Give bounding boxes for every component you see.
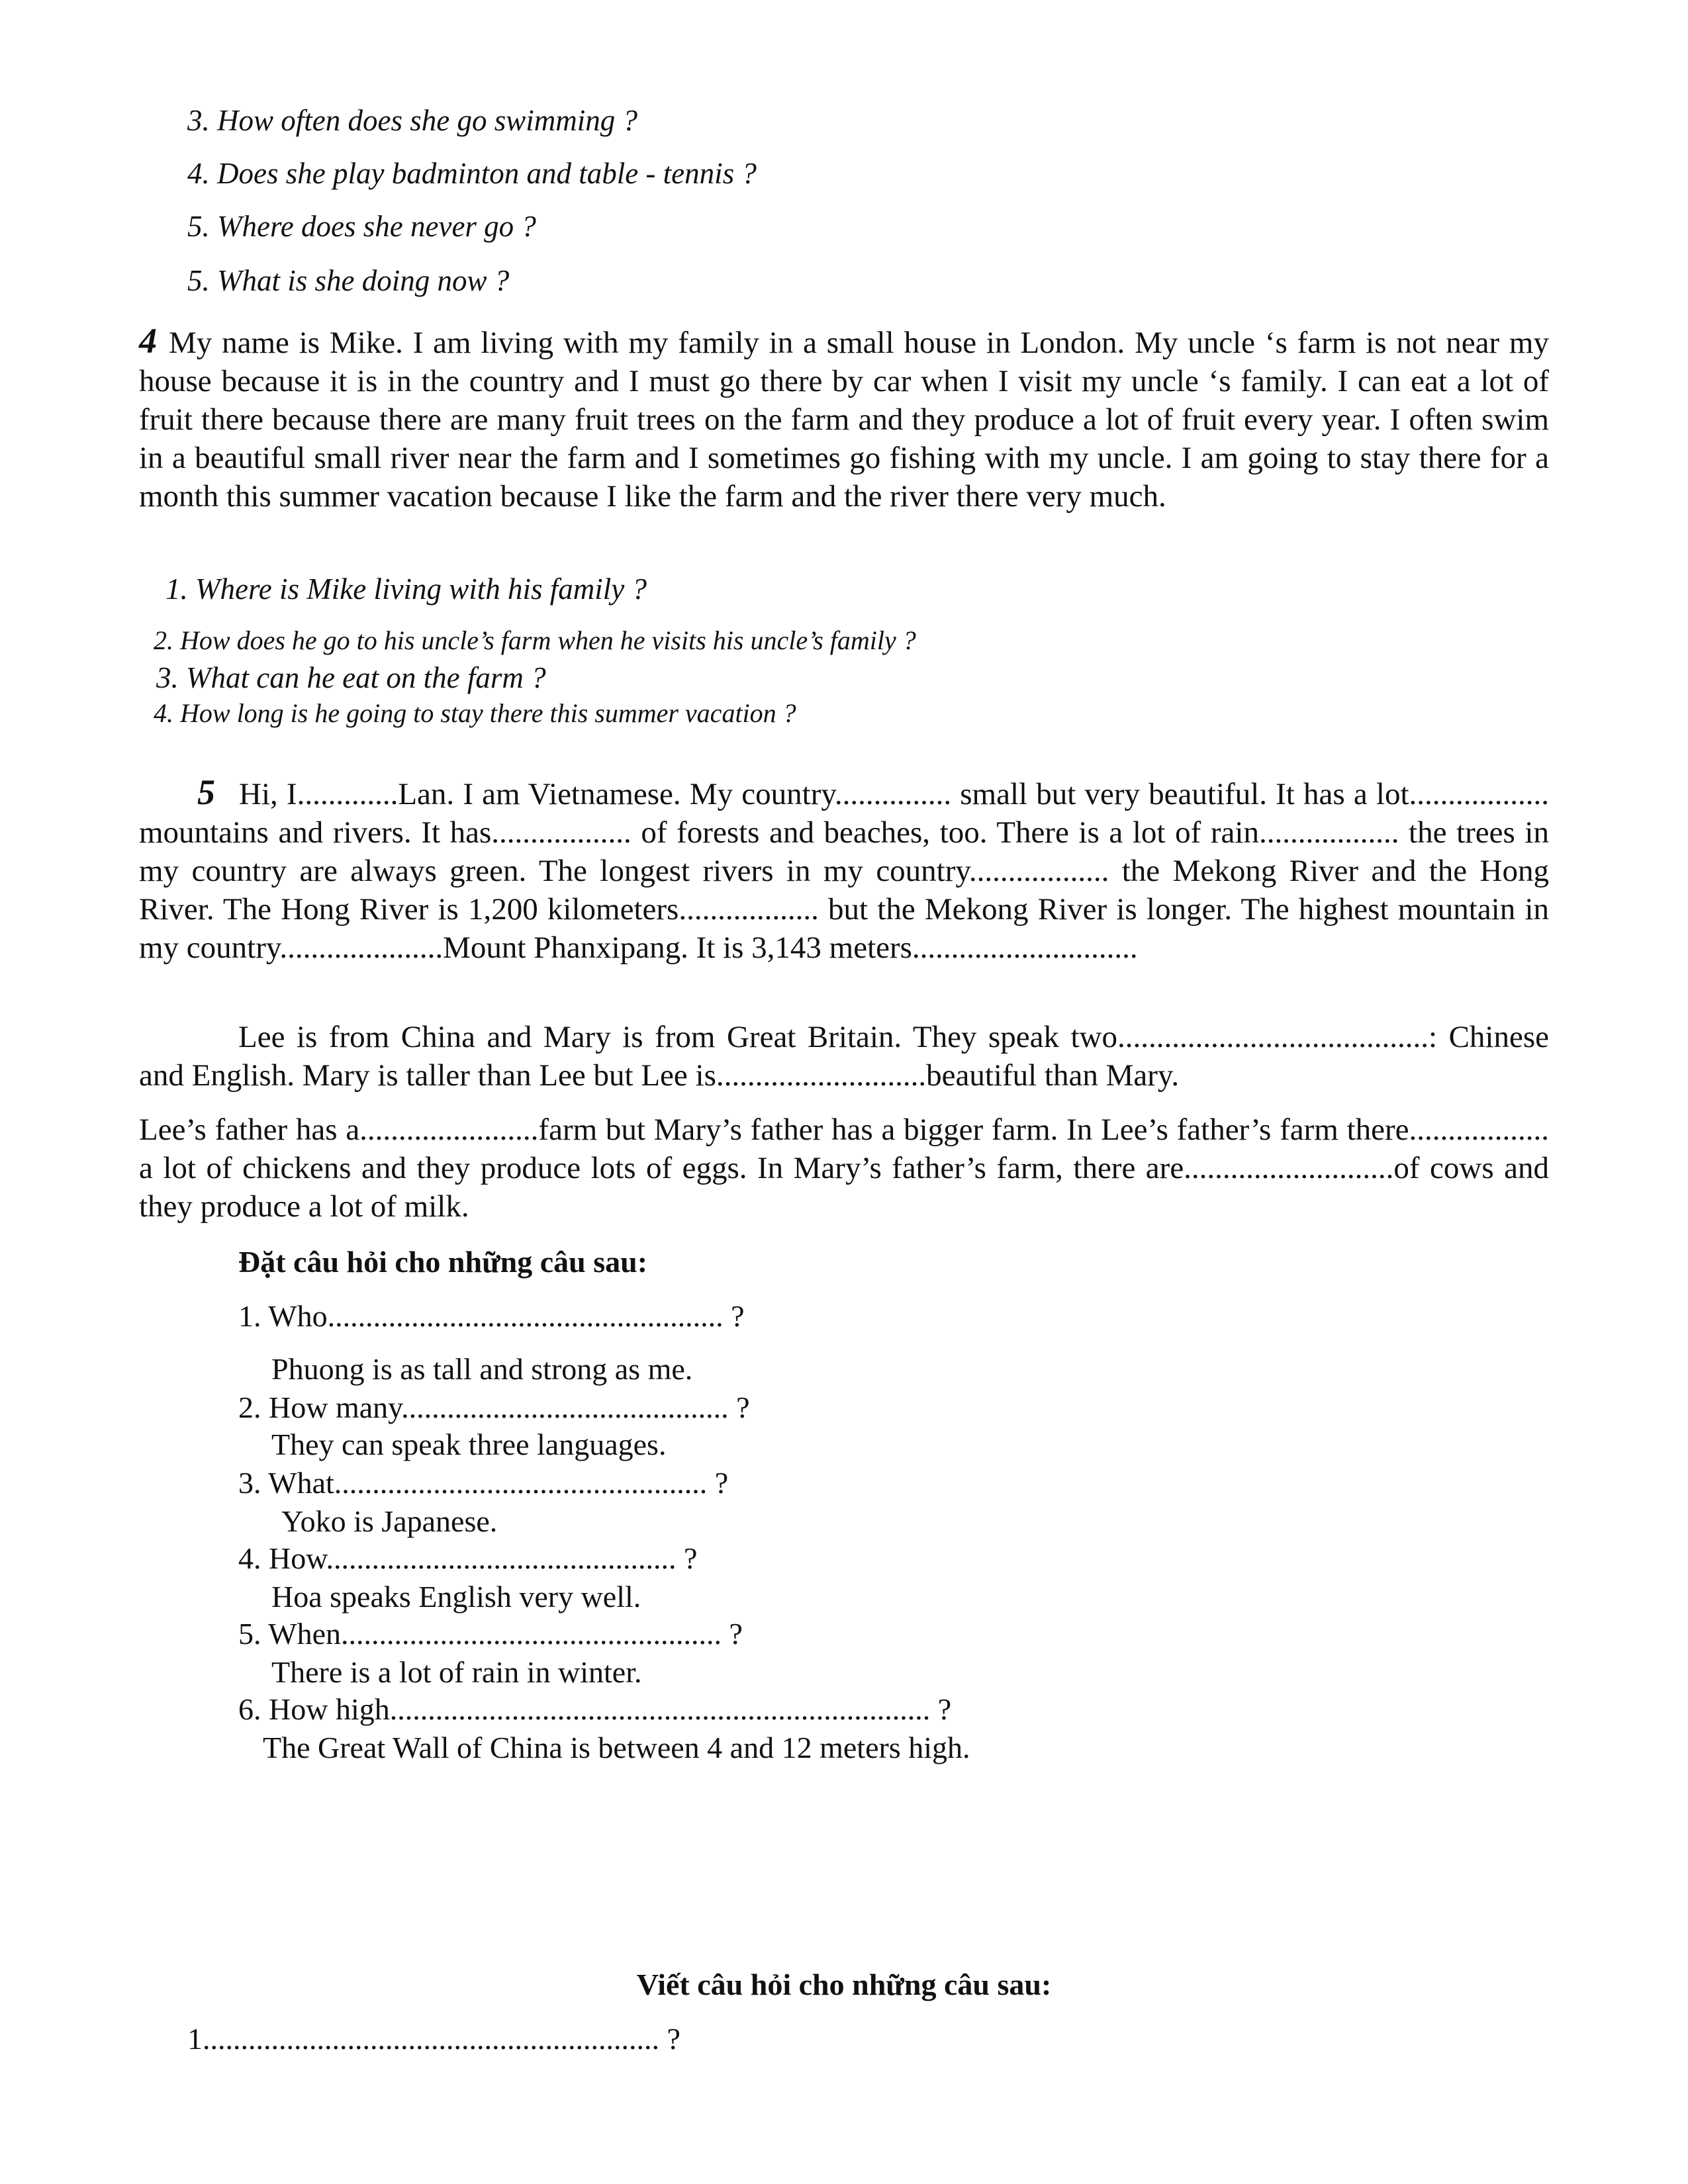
question-making-answer-6: The Great Wall of China is between 4 and 12 meters high. bbox=[263, 1731, 970, 1764]
exercise-4-text: My name is Mike. I am living with my family in a small house in London. My uncle ‘s farm is not near my house because it is in the country and I must go there by car when I visit my uncle ‘s family. I can eat a lot of fruit there because there are many fruit trees on the farm and they produce a lot of fruit every year. I often swim in a beautiful small river near the farm and I sometimes go fishing with my uncle. I am going to stay there for a month this summer vacation because I like the farm and the river there very much. bbox=[139, 326, 1549, 514]
exercise-4-question-2: 2. How does he go to his uncle’s farm when he visits his uncle’s family ? bbox=[154, 625, 916, 655]
exercise-5-number: 5 bbox=[197, 772, 215, 812]
question-making-answer-5: There is a lot of rain in winter. bbox=[271, 1655, 642, 1689]
question-3-4: 4. Does she play badminton and table - tennis ? bbox=[187, 157, 757, 190]
question-making-prompt-5: 5. When.................................................. ? bbox=[238, 1617, 743, 1651]
question-3-5b: 5. What is she doing now ? bbox=[187, 264, 510, 297]
exercise-4-question-4: 4. How long is he going to stay there this summer vacation ? bbox=[154, 698, 796, 728]
writing-questions-line-1: 1............................................................ ? bbox=[187, 2022, 680, 2056]
question-making-prompt-6: 6. How high....................................................................... ? bbox=[238, 1692, 952, 1726]
question-making-prompt-2: 2. How many........................................... ? bbox=[238, 1390, 750, 1424]
question-making-prompt-3: 3. What................................................. ? bbox=[238, 1466, 729, 1500]
exercise-4-question-3: 3. What can he eat on the farm ? bbox=[156, 661, 546, 694]
exercise-4-passage bbox=[139, 322, 1549, 516]
question-making-prompt-1: 1. Who.................................................... ? bbox=[238, 1299, 745, 1333]
question-making-answer-4: Hoa speaks English very well. bbox=[271, 1580, 641, 1614]
exercise-5-paragraph-2: Lee is from China and Mary is from Great Britain. They speak two........................................: Chinese and English. Mary is taller than Lee but Lee is...........................beautiful than Mary. bbox=[139, 1020, 1549, 1093]
question-making-prompt-4: 4. How.............................................. ? bbox=[238, 1541, 698, 1575]
exercise-4-question-1: 1. Where is Mike living with his family ? bbox=[165, 572, 647, 606]
question-3-5a: 5. Where does she never go ? bbox=[187, 210, 536, 243]
question-making-heading: Đặt câu hỏi cho những câu sau: bbox=[238, 1245, 648, 1279]
exercise-5-paragraph-3: Lee’s father has a.......................farm but Mary’s father has a bigger farm. In Lee’s father’s farm there.................. a lot of chickens and they produce lots of eggs. In Mary’s father’s farm, there are...........................of cows and they produce a lot of milk. bbox=[139, 1113, 1549, 1224]
question-making-answer-1: Phuong is as tall and strong as me. bbox=[271, 1352, 693, 1386]
writing-questions-heading: Viết câu hỏi cho những câu sau: bbox=[636, 1968, 1052, 2001]
question-making-answer-3: Yoko is Japanese. bbox=[281, 1504, 498, 1538]
question-3-3: 3. How often does she go swimming ? bbox=[187, 104, 637, 137]
question-making-answer-2: They can speak three languages. bbox=[271, 1428, 667, 1461]
exercise-5-text-1: Hi, I.............Lan. I am Vietnamese. My country............... small but very beautiful. It has a lot.................. mountains and rivers. It has.................. of forests and beaches, too. There is a lot of rain.................. the trees in my country are always green. The longest rivers in my country.................. the Mekong River and the Hong River. The Hong River is 1,200 kilometers.................. but the Mekong River is longer. The highest mountain in my country.....................Mount Phanxipang. It is 3,143 meters............................. bbox=[139, 777, 1549, 965]
exercise-5-paragraph-1 bbox=[139, 773, 1549, 967]
exercise-4-number: 4 bbox=[139, 321, 157, 361]
